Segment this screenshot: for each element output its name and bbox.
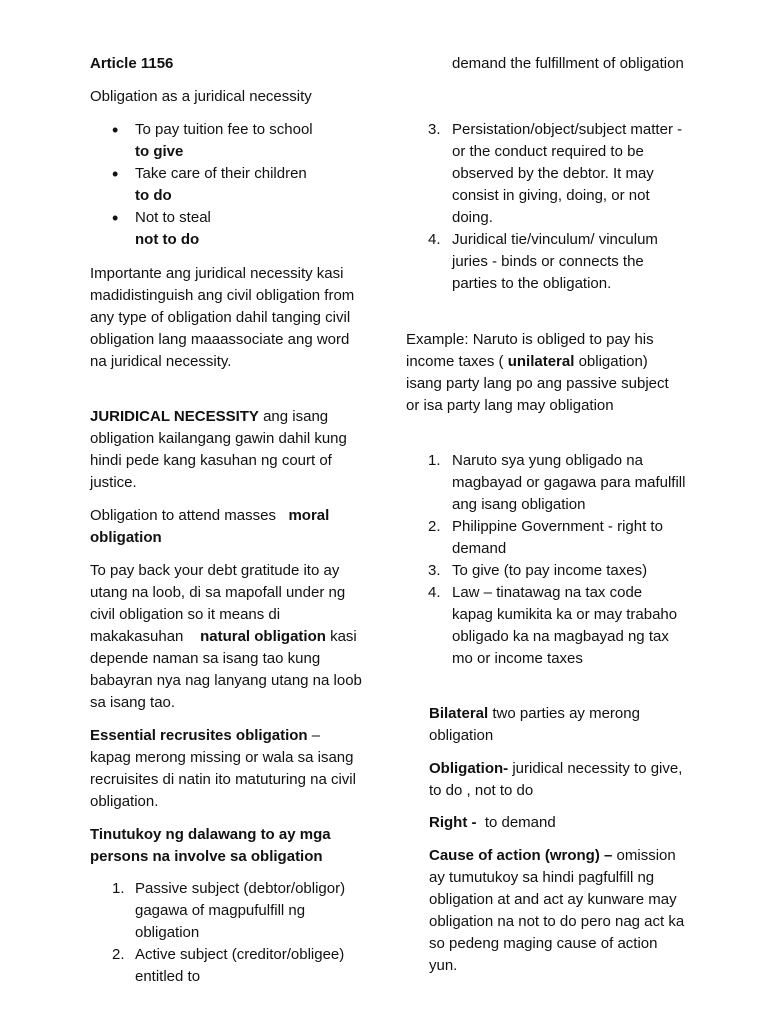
- persons-list: [90, 878, 365, 988]
- list-item: 2. Active subject (creditor/obligee) entitled to: [112, 946, 345, 985]
- list-item: 3. Persistation/object/subject matter - or the conduct required to be observed by the debtor. It may consist in giving, doing, or not doing.: [428, 121, 683, 226]
- importance-paragraph: Importante ang juridical necessity kasi madidistinguish ang civil obligation from any type of obligation dahil tanging civil obligation lang maaassociate ang word na juridical necessity.: [90, 265, 355, 370]
- juridical-necessity-paragraph: JURIDICAL NECESSITY ang isang obligation kailangang gawin dahil kung hindi pede kang kasuhan ng court of justice.: [90, 408, 347, 491]
- article-title: Article 1156: [90, 55, 174, 72]
- obligation-definition: Obligation- juridical necessity to give, to do , not to do: [429, 760, 683, 799]
- list-item: 2. Philippine Government - right to demand: [428, 518, 663, 557]
- list-item: • To pay tuition fee to school to give: [90, 119, 365, 163]
- essential-requisites-paragraph: Essential recrusites obligation – kapag merong missing or wala sa isang recruisites di natin ito matuturing na civil obligation.: [90, 727, 356, 810]
- persons-heading: Tinutukoy ng dalawang to ay mga persons na involve sa obligation: [90, 826, 331, 865]
- examples-list: [90, 119, 365, 251]
- elements-list: [406, 119, 686, 295]
- natural-obligation-paragraph: To pay back your debt gratitude ito ay utang na loob, di sa mapofall under ng civil obligation so it means di makakasuhan natural obligation kasi depende naman sa isang tao kung babayran nya nag lanyang utang na loob sa isang tao.: [90, 562, 362, 711]
- list-item: • Take care of their children to do: [90, 163, 365, 207]
- list-item: • Not to steal not to do: [90, 207, 365, 251]
- right-definition: Right - to demand: [429, 814, 556, 831]
- continuation-text: demand the fulfillment of obligation: [452, 55, 684, 72]
- list-item: 4. Law – tinatawag na tax code kapag kumikita ka or may trabaho obligado ka na magbayad ng tax mo or income taxes: [428, 584, 678, 667]
- list-item: 3. To give (to pay income taxes): [428, 562, 648, 579]
- example-paragraph: Example: Naruto is obliged to pay his income taxes ( unilateral obligation) isang party lang po ang passive subject or isa party lang may obligation: [406, 331, 669, 414]
- bilateral-paragraph: Bilateral two parties ay merong obligation: [429, 705, 640, 744]
- list-item: 1. Passive subject (debtor/obligor) gagawa of magpufulfill ng obligation: [112, 880, 346, 941]
- cause-of-action-paragraph: Cause of action (wrong) – omission ay tumutukoy sa hindi pagfulfill ng obligation at and act ay kunware may obligation na not to do pero nag act ka so pedeng maging cause of action yun.: [429, 847, 685, 974]
- example-list: [406, 450, 686, 670]
- moral-obligation-paragraph: Obligation to attend masses moral obligation: [90, 507, 330, 546]
- list-item: 4. Juridical tie/vinculum/ vinculum juries - binds or connects the parties to the obligation.: [428, 231, 658, 292]
- list-item: 1. Naruto sya yung obligado na magbayad or gagawa para mafulfill ang isang obligation: [428, 452, 686, 513]
- intro-line: Obligation as a juridical necessity: [90, 88, 312, 105]
